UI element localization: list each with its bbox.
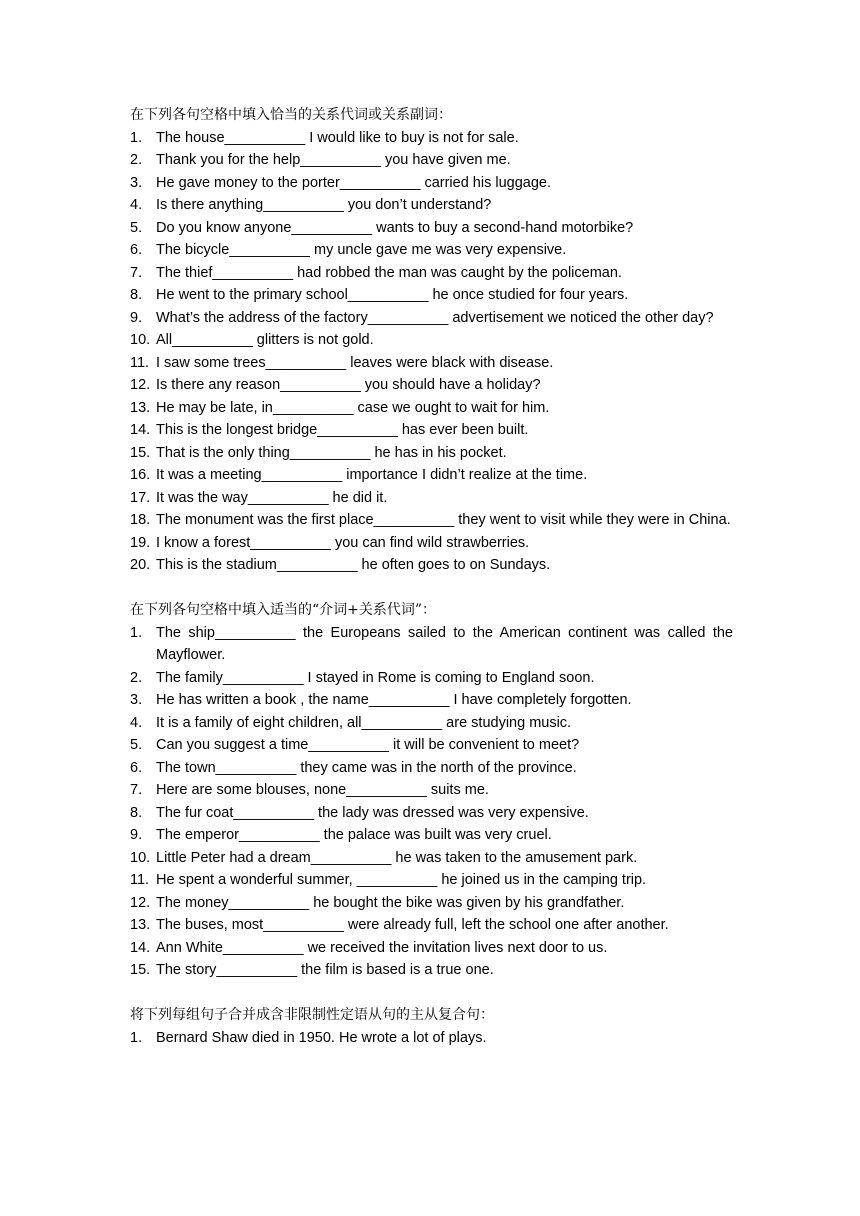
question-number: 2. — [130, 152, 143, 168]
question-number: 17. — [130, 489, 151, 506]
question-item — [130, 307, 733, 330]
question-item — [130, 374, 733, 397]
question-number: 19. — [130, 534, 151, 551]
question-text: Ann White__________ we received the invitation lives next door to us. — [156, 939, 608, 956]
question-number: 13. — [130, 399, 151, 416]
question-number: 11. — [130, 354, 150, 371]
question-text: I know a forest__________ you can find wild strawberries. — [156, 534, 530, 551]
question-text: The house__________ I would like to buy is not for sale. — [156, 129, 519, 146]
question-item — [130, 442, 733, 465]
question-text: It was a meeting__________ importance I didn’t realize at the time. — [156, 467, 588, 483]
question-text: The monument was the first place__________ they went to visit while they were in China. — [156, 512, 731, 528]
question-number: 7. — [130, 264, 143, 281]
question-item — [130, 1027, 733, 1050]
question-item — [130, 127, 733, 150]
question-item — [130, 622, 733, 667]
question-text: All__________ glitters is not gold. — [156, 332, 374, 348]
question-text: It is a family of eight children, all__________ are studying music. — [156, 714, 572, 731]
question-number: 5. — [130, 737, 143, 753]
question-text: He gave money to the porter__________ carried his luggage. — [156, 174, 551, 191]
question-number: 1. — [130, 129, 143, 146]
question-text: He went to the primary school__________ he once studied for four years. — [156, 287, 629, 303]
question-text: The family__________ I stayed in Rome is coming to England soon. — [156, 669, 595, 686]
question-number: 7. — [130, 782, 143, 798]
question-number: 10. — [130, 332, 151, 348]
question-item — [130, 959, 733, 982]
question-number: 18. — [130, 512, 151, 528]
question-text: The story__________ the film is based is a true one. — [156, 962, 494, 978]
question-text: That is the only thing__________ he has in his pocket. — [156, 444, 507, 461]
question-text: Is there any reason__________ you should have a holiday? — [156, 377, 541, 393]
section-heading: 在下列各句空格中填入适当的“介词+关系代词”： — [130, 602, 437, 618]
question-item — [130, 509, 733, 532]
question-text: The emperor__________ the palace was built was very cruel. — [156, 827, 552, 843]
question-item — [130, 689, 733, 712]
question-item — [130, 847, 733, 870]
question-number: 2. — [130, 669, 143, 686]
question-text: The bicycle__________ my uncle gave me was very expensive. — [156, 242, 567, 258]
question-text: The fur coat__________ the lady was dressed was very expensive. — [156, 804, 589, 821]
question-number: 11. — [130, 872, 150, 888]
question-item — [130, 487, 733, 510]
question-item — [130, 824, 733, 847]
question-text: Bernard Shaw died in 1950. He wrote a lot of plays. — [156, 1029, 487, 1046]
question-list — [130, 622, 733, 982]
question-item — [130, 712, 733, 735]
question-text: He has written a book , the name__________ I have completely forgotten. — [156, 692, 632, 708]
question-text: What’s the address of the factory__________ advertisement we noticed the other day? — [156, 309, 714, 326]
question-text: Do you know anyone__________ wants to buy a second-hand motorbike? — [156, 219, 634, 236]
question-text: The town__________ they came was in the north of the province. — [156, 759, 577, 776]
question-number: 15. — [130, 962, 151, 978]
question-text: The buses, most__________ were already full, left the school one after another. — [156, 917, 669, 933]
question-item — [130, 217, 733, 240]
question-item — [130, 419, 733, 442]
question-text: Is there anything__________ you don’t understand? — [156, 197, 492, 213]
question-text: This is the longest bridge__________ has ever been built. — [156, 422, 529, 438]
question-number: 4. — [130, 197, 143, 213]
question-text: Can you suggest a time__________ it will be convenient to meet? — [156, 737, 580, 753]
question-number: 9. — [130, 827, 143, 843]
question-item — [130, 914, 733, 937]
question-item — [130, 937, 733, 960]
question-text: This is the stadium__________ he often goes to on Sundays. — [156, 557, 551, 573]
question-text: Thank you for the help__________ you have given me. — [156, 152, 511, 168]
question-number: 20. — [130, 557, 151, 573]
question-number: 1. — [130, 1029, 143, 1046]
question-number: 12. — [130, 894, 151, 911]
exercise-section — [130, 1004, 733, 1049]
question-item — [130, 239, 733, 262]
question-text: He may be late, in__________ case we ought to wait for him. — [156, 399, 550, 416]
question-number: 8. — [130, 804, 143, 821]
question-number: 12. — [130, 377, 151, 393]
question-item — [130, 532, 733, 555]
question-item — [130, 892, 733, 915]
question-text: It was the way__________ he did it. — [156, 489, 388, 506]
question-item — [130, 172, 733, 195]
question-number: 3. — [130, 692, 143, 708]
question-number: 4. — [130, 714, 143, 731]
question-number: 14. — [130, 939, 151, 956]
exercise-section — [130, 599, 733, 982]
question-number: 1. — [130, 624, 143, 641]
question-number: 16. — [130, 467, 151, 483]
question-item — [130, 757, 733, 780]
question-item — [130, 262, 733, 285]
exercise-section — [130, 104, 733, 577]
question-item — [130, 352, 733, 375]
question-number: 14. — [130, 422, 151, 438]
question-number: 10. — [130, 849, 151, 866]
question-text: The money__________ he bought the bike was given by his grandfather. — [156, 894, 625, 911]
question-text: The thief__________ had robbed the man was caught by the policeman. — [156, 264, 622, 281]
question-text: The ship__________ the Europeans sailed to the American continent was called the Mayflower. — [156, 624, 733, 663]
question-item — [130, 554, 733, 577]
question-item — [130, 734, 733, 757]
question-text: I saw some trees__________ leaves were black with disease. — [156, 354, 554, 371]
question-item — [130, 802, 733, 825]
question-number: 5. — [130, 219, 143, 236]
question-number: 13. — [130, 917, 151, 933]
question-item — [130, 284, 733, 307]
question-item — [130, 329, 733, 352]
question-text: He spent a wonderful summer, __________ he joined us in the camping trip. — [156, 872, 647, 888]
section-heading: 将下列每组句子合并成含非限制性定语从句的主从复合句： — [130, 1007, 494, 1023]
question-number: 9. — [130, 309, 143, 326]
question-number: 8. — [130, 287, 143, 303]
exercise-content — [130, 104, 733, 1049]
question-number: 15. — [130, 444, 151, 461]
question-text: Little Peter had a dream__________ he was taken to the amusement park. — [156, 849, 638, 866]
question-number: 3. — [130, 174, 143, 191]
question-item — [130, 194, 733, 217]
question-list — [130, 127, 733, 577]
question-number: 6. — [130, 242, 143, 258]
question-text: Here are some blouses, none__________ suits me. — [156, 782, 489, 798]
question-item — [130, 779, 733, 802]
question-number: 6. — [130, 759, 143, 776]
question-item — [130, 667, 733, 690]
section-heading: 在下列各句空格中填入恰当的关系代词或关系副词： — [130, 107, 452, 123]
question-item — [130, 149, 733, 172]
question-item — [130, 397, 733, 420]
question-item — [130, 464, 733, 487]
question-list — [130, 1027, 733, 1050]
question-item — [130, 869, 733, 892]
